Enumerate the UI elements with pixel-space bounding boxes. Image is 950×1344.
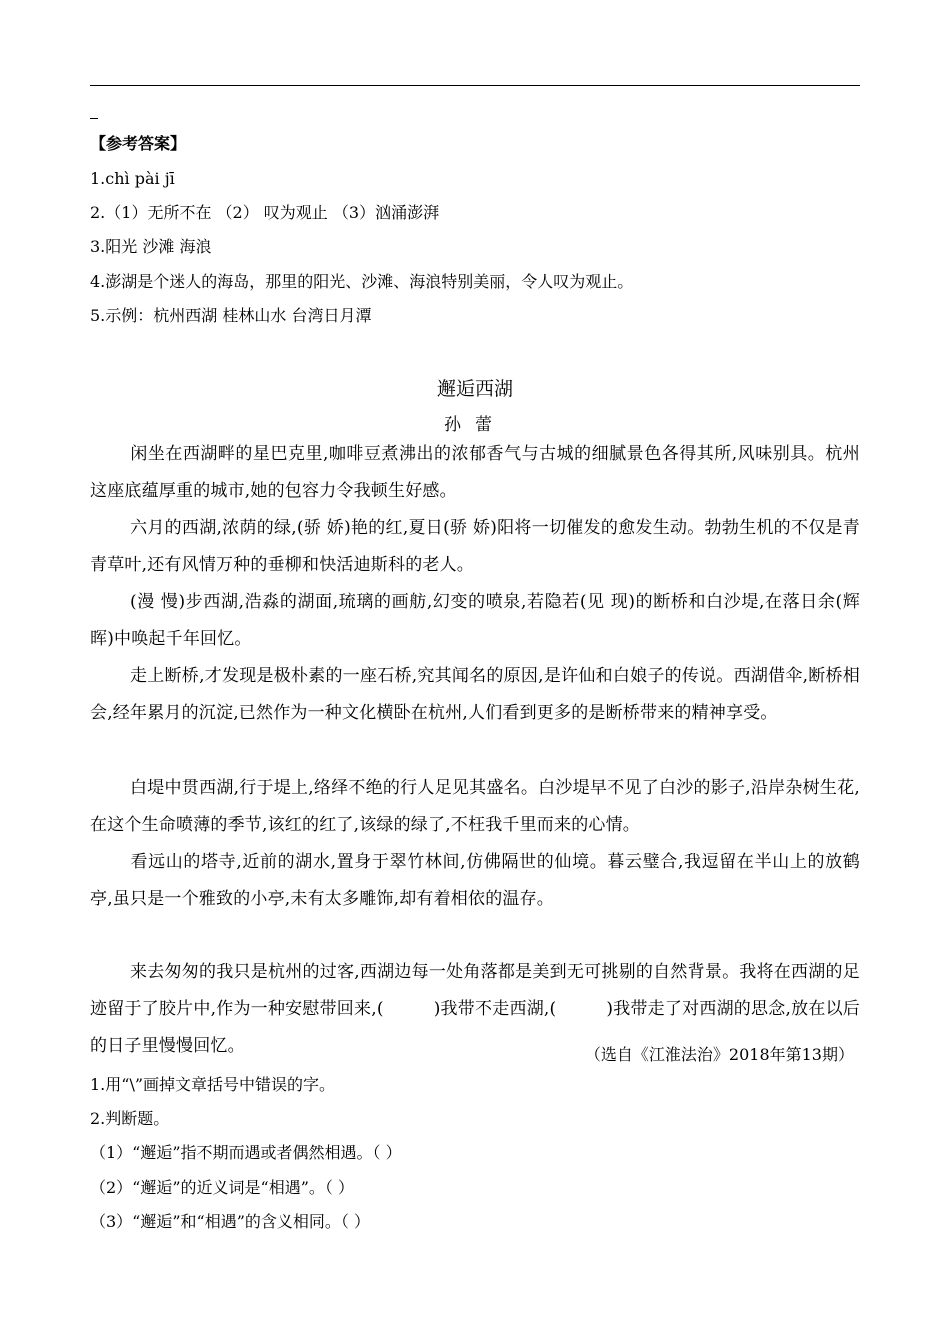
question-1: 1.用“\”画掉文章括号中错误的字。 xyxy=(90,1075,336,1094)
article-paragraph-1 xyxy=(90,436,860,510)
article-author: 孙蕾 xyxy=(444,415,506,435)
answers-header: 【参考答案】 xyxy=(90,134,187,153)
answer-item-1: 1.chì pài jī xyxy=(90,169,175,188)
paragraph-text: (漫 慢)步西湖,浩淼的湖面,琉璃的画舫,幻变的喷泉,若隐若(见 现)的断桥和白沙堤,在落日余(辉 晖)中唤起千年回忆。 xyxy=(90,592,860,649)
paragraph-text: 走上断桥,才发现是极朴素的一座石桥,究其闻名的原因,是许仙和白娘子的传说。西湖借伞,断桥相会,经年累月的沉淀,已然作为一种文化横卧在杭州,人们看到更多的是断桥带来的精神享受。 xyxy=(90,666,860,723)
article-title: 邂逅西湖 xyxy=(436,378,513,400)
stray-mark xyxy=(90,118,98,119)
answer-item-3: 3.阳光 沙滩 海浪 xyxy=(90,237,212,256)
answer-item-2: 2.（1）无所不在 （2） 叹为观止 （3）汹涌澎湃 xyxy=(90,203,440,222)
answer-item-5: 5.示例：杭州西湖 桂林山水 台湾日月潭 xyxy=(90,306,372,325)
article-source: （选自《江淮法治》2018年第13期） xyxy=(584,1045,854,1064)
paragraph-text: 闲坐在西湖畔的星巴克里,咖啡豆煮沸出的浓郁香气与古城的细腻景色各得其所,风味别具。杭州这座底蕴厚重的城市,她的包容力令我顿生好感。 xyxy=(90,444,860,501)
question-2-sub-1: （1）“邂逅”指不期而遇或者偶然相遇。（ ） xyxy=(90,1143,402,1162)
article-paragraph-4 xyxy=(90,658,860,732)
paragraph-text-part1: 来去匆匆的我只是杭州的过客,西湖边每一处角落都是美到无可挑剔的自然背景。我将在西湖的足迹留于了胶片中,作为一种安慰带回来,( xyxy=(90,962,860,1019)
article-paragraph-6 xyxy=(90,844,860,918)
paragraph-text: 六月的西湖,浓荫的绿,(骄 娇)艳的红,夏日(骄 娇)阳将一切催发的愈发生动。勃勃生机的不仅是青青草叶,还有风情万种的垂柳和快活迪斯科的老人。 xyxy=(90,518,860,575)
article-paragraph-5 xyxy=(90,770,860,844)
answer-item-4: 4.澎湖是个迷人的海岛，那里的阳光、沙滩、海浪特别美丽，令人叹为观止。 xyxy=(90,272,634,291)
question-2-sub-2: （2）“邂逅”的近义词是“相遇”。（ ） xyxy=(90,1178,354,1197)
header-rule xyxy=(90,85,860,86)
question-2: 2.判断题。 xyxy=(90,1109,170,1128)
paragraph-text: 白堤中贯西湖,行于堤上,络绎不绝的行人足见其盛名。白沙堤早不见了白沙的影子,沿岸杂树生花,在这个生命喷薄的季节,该红的红了,该绿的绿了,不枉我千里而来的心情。 xyxy=(90,778,860,835)
article-paragraph-3 xyxy=(90,584,860,658)
question-2-sub-3: （3）“邂逅”和“相遇”的含义相同。（ ） xyxy=(90,1212,370,1231)
paragraph-text-part3: )我带走了对西湖的思念,放在以后的日子里慢慢回忆。 xyxy=(90,999,860,1056)
article-paragraph-2 xyxy=(90,510,860,584)
paragraph-text: 看远山的塔寺,近前的湖水,置身于翠竹林间,仿佛隔世的仙境。暮云璧合,我逗留在半山上的放鹤亭,虽只是一个雅致的小亭,未有太多雕饰,却有着相依的温存。 xyxy=(90,852,860,909)
paragraph-text-part2: )我带不走西湖,( xyxy=(433,999,557,1019)
